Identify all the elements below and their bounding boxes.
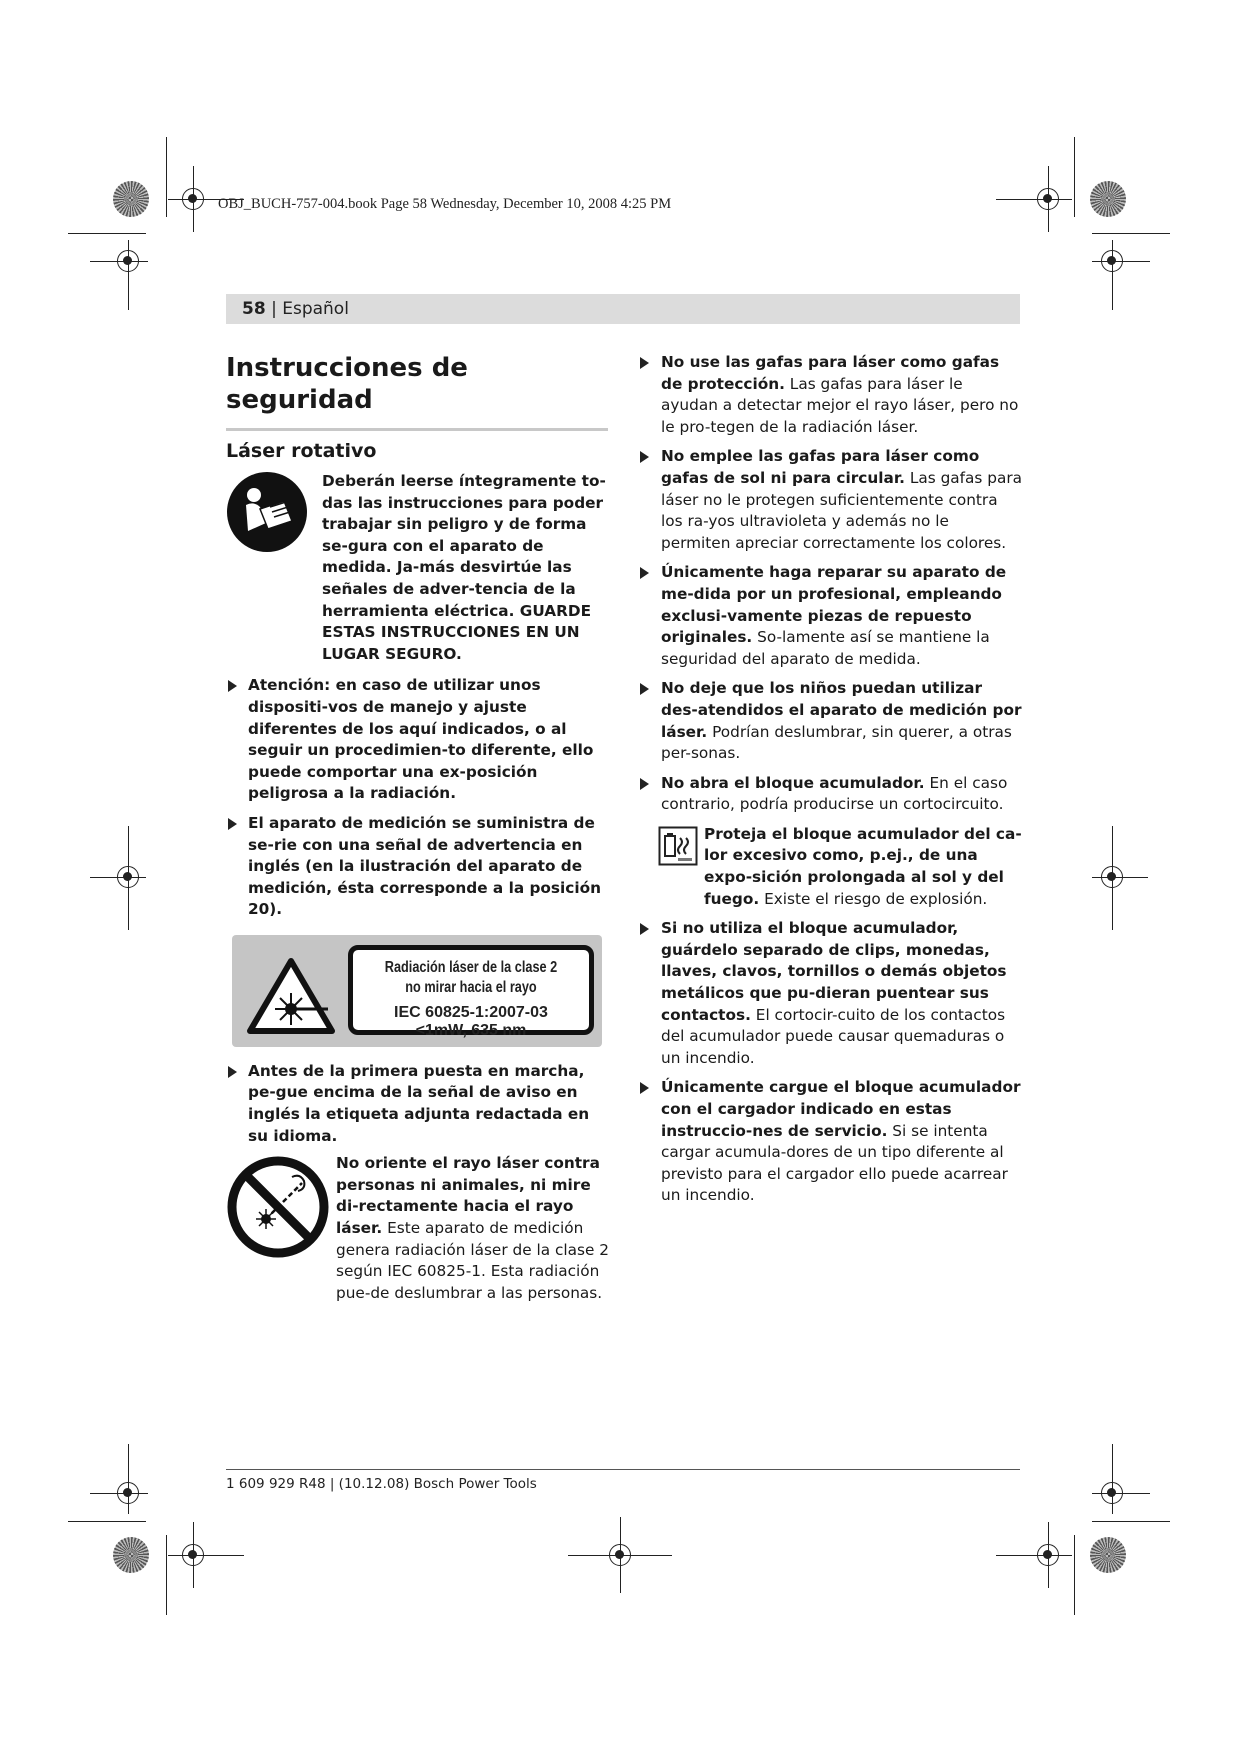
left-column xyxy=(226,352,614,1304)
laser-label-line2: no mirar hacia el rayo xyxy=(405,978,537,996)
registration-mark-icon xyxy=(1101,1482,1123,1504)
bullet-arrow-icon xyxy=(640,923,649,935)
crop-line xyxy=(68,1521,146,1522)
registration-mark-icon xyxy=(1101,866,1123,888)
footer-divider xyxy=(226,1469,1020,1470)
no-laser-bold-text: No oriente el rayo láser contra personas ni animales, ni mire di-rectamente hacia el rayo láser. xyxy=(336,1154,600,1238)
battery-heat-icon xyxy=(658,826,698,866)
crop-line xyxy=(68,233,146,234)
bullet-bold-text: El aparato de medición se suministra de se-rie con una señal de advertencia en inglés (en la ilustración del aparato de medición, ésta corresponde a la posición 20). xyxy=(248,813,601,919)
list-item xyxy=(640,446,1022,554)
bullet-body-text: En el caso contrario, podría producirse un cortocircuito. xyxy=(661,773,1008,814)
crop-line xyxy=(166,137,167,217)
color-bar-icon xyxy=(113,181,149,217)
crop-line xyxy=(168,1555,244,1556)
list-item xyxy=(640,678,1022,764)
battery-heat-text xyxy=(704,824,1022,910)
color-bar-icon xyxy=(1090,181,1126,217)
crop-line xyxy=(1074,137,1075,217)
battery-heat-body-text: Existe el riesgo de explosión. xyxy=(759,889,988,908)
bullet-arrow-icon xyxy=(228,1066,237,1078)
bullet-arrow-icon xyxy=(640,357,649,369)
crop-line xyxy=(193,1522,194,1588)
bullet-body-text: Las gafas para láser le ayudan a detectar mejor el rayo láser, pero no le pro-tegen de la radiación láser. xyxy=(661,374,1019,436)
color-bar-icon xyxy=(113,1537,149,1573)
crop-line xyxy=(193,166,194,232)
bullet-bold-text: Atención: en caso de utilizar unos dispositi-vos de manejo y ajuste diferentes de los aquí indicados, o al seguir un procedimien-to diferente, ello puede comportar una ex-posición peligrosa a la radiación. xyxy=(248,676,594,803)
crop-line xyxy=(1074,1535,1075,1615)
registration-mark-icon xyxy=(1101,250,1123,272)
list-item xyxy=(640,352,1022,438)
section-subtitle: Láser rotativo xyxy=(226,440,377,462)
header-separator: | xyxy=(265,299,283,319)
no-laser-at-people-icon xyxy=(226,1155,330,1259)
laser-warning-label xyxy=(232,935,602,1047)
page-title: Instrucciones de seguridad xyxy=(226,353,468,415)
bullet-arrow-icon xyxy=(640,1082,649,1094)
laser-label-box xyxy=(348,945,594,1039)
title-divider xyxy=(226,428,608,431)
crop-line xyxy=(1092,1521,1170,1522)
list-item xyxy=(640,1077,1022,1207)
bullet-arrow-icon xyxy=(640,567,649,579)
book-header: OBJ_BUCH-757-004.book Page 58 Wednesday, December 10, 2008 4:25 PM xyxy=(218,196,672,212)
bullet-arrow-icon xyxy=(228,680,237,692)
bullet-arrow-icon xyxy=(640,451,649,463)
bullet-bold-text: Antes de la primera puesta en marcha, pe-gue encima de la señal de aviso en inglés la etiqueta adjunta redactada en su idioma. xyxy=(248,1061,590,1145)
list-item xyxy=(226,813,614,921)
laser-warning-icon xyxy=(246,957,336,1035)
list-item xyxy=(226,675,614,805)
bullet-bold-text: No use las gafas para láser como gafas de protección. xyxy=(661,353,1000,393)
bullet-bold-text: No abra el bloque acumulador. xyxy=(661,773,925,792)
crop-line xyxy=(166,1535,167,1615)
battery-heat-block xyxy=(640,824,1022,910)
crop-line xyxy=(1048,166,1049,232)
list-item xyxy=(640,562,1022,670)
registration-mark-icon xyxy=(609,1544,631,1566)
registration-mark-icon xyxy=(117,866,139,888)
crop-line xyxy=(1092,233,1170,234)
no-laser-body-text: Este aparato de medición genera radiación láser de la clase 2 según IEC 60825-1. Esta radiación pue-de deslumbrar a las personas. xyxy=(336,1219,609,1302)
right-column xyxy=(640,352,1022,1215)
crop-line xyxy=(1048,1522,1049,1588)
list-item xyxy=(226,1061,614,1147)
bullet-body-text: Podrían deslumbrar, sin querer, a otras per-sonas. xyxy=(661,722,1012,763)
laser-label-line4: <1mW, 635 nm xyxy=(415,1021,527,1039)
crop-line xyxy=(996,199,1072,200)
crop-line xyxy=(996,1555,1072,1556)
bullet-arrow-icon xyxy=(228,818,237,830)
read-manual-icon xyxy=(226,471,308,553)
registration-mark-icon xyxy=(117,1482,139,1504)
list-item xyxy=(640,773,1022,816)
bullet-arrow-icon xyxy=(640,683,649,695)
bullet-bold-text: No emplee las gafas para láser como gafas de sol ni para circular. xyxy=(661,447,980,487)
battery-heat-bold-text: Proteja el bloque acumulador del ca-lor excesivo como, p.ej., de una expo-sición prolongada al sol y del fuego. xyxy=(704,824,1022,908)
bullet-body-text: El cortocir-cuito de los contactos del acumulador puede causar quemaduras o un incendio. xyxy=(661,1005,1006,1067)
bullet-body-text: So-lamente así se mantiene la seguridad del aparato de medida. xyxy=(661,628,990,668)
list-item xyxy=(640,918,1022,1069)
bullet-body-text: Las gafas para láser no le protegen suficientemente contra los ra-yos ultravioleta y además no le permiten apreciar correctamente los colores. xyxy=(661,468,1023,552)
registration-mark-icon xyxy=(117,250,139,272)
bullet-arrow-icon xyxy=(640,778,649,790)
bullet-bold-text: Si no utiliza el bloque acumulador, guárdelo separado de clips, monedas, llaves, clavos, tornillos o demás objetos metálicos que pu-dieran puentear sus contactos. xyxy=(661,919,1007,1024)
bullet-bold-text: No deje que los niños puedan utilizar des-atendidos el aparato de medición por láser. xyxy=(661,679,1022,741)
bullet-bold-text: Únicamente cargue el bloque acumulador con el cargador indicado en estas instruccio-nes de servicio. xyxy=(661,1078,1021,1140)
page-footer: 1 609 929 R48 | (10.12.08) Bosch Power Tools xyxy=(226,1476,537,1492)
read-manual-block xyxy=(226,471,614,665)
bullet-body-text: Si se intenta cargar acumula-dores de un tipo diferente al previsto para el cargador ello puede acarrear un incendio. xyxy=(661,1121,1008,1205)
page-header-bar xyxy=(226,294,1020,324)
no-laser-block xyxy=(226,1153,614,1304)
color-bar-icon xyxy=(1090,1537,1126,1573)
page-header xyxy=(242,299,349,319)
read-manual-text: Deberán leerse íntegramente to-das las instrucciones para poder trabajar sin peligro y de forma se-gura con el aparato de medida. Ja-más desvirtúe las señales de adver-tencia de la herramienta eléctrica. GUARDE ESTAS INSTRUCCIONES EN UN LUGAR SEGURO. xyxy=(322,472,606,663)
laser-label-line3: IEC 60825-1:2007-03 xyxy=(394,1003,548,1021)
bullet-bold-text: Únicamente haga reparar su aparato de me-dida por un profesional, empleando exclusi-vamente piezas de repuesto originales. xyxy=(661,563,1007,647)
header-language: Español xyxy=(282,299,349,319)
laser-label-line1: Radiación láser de la clase 2 xyxy=(384,958,558,976)
page-number: 58 xyxy=(242,299,266,319)
no-laser-text xyxy=(336,1153,614,1304)
